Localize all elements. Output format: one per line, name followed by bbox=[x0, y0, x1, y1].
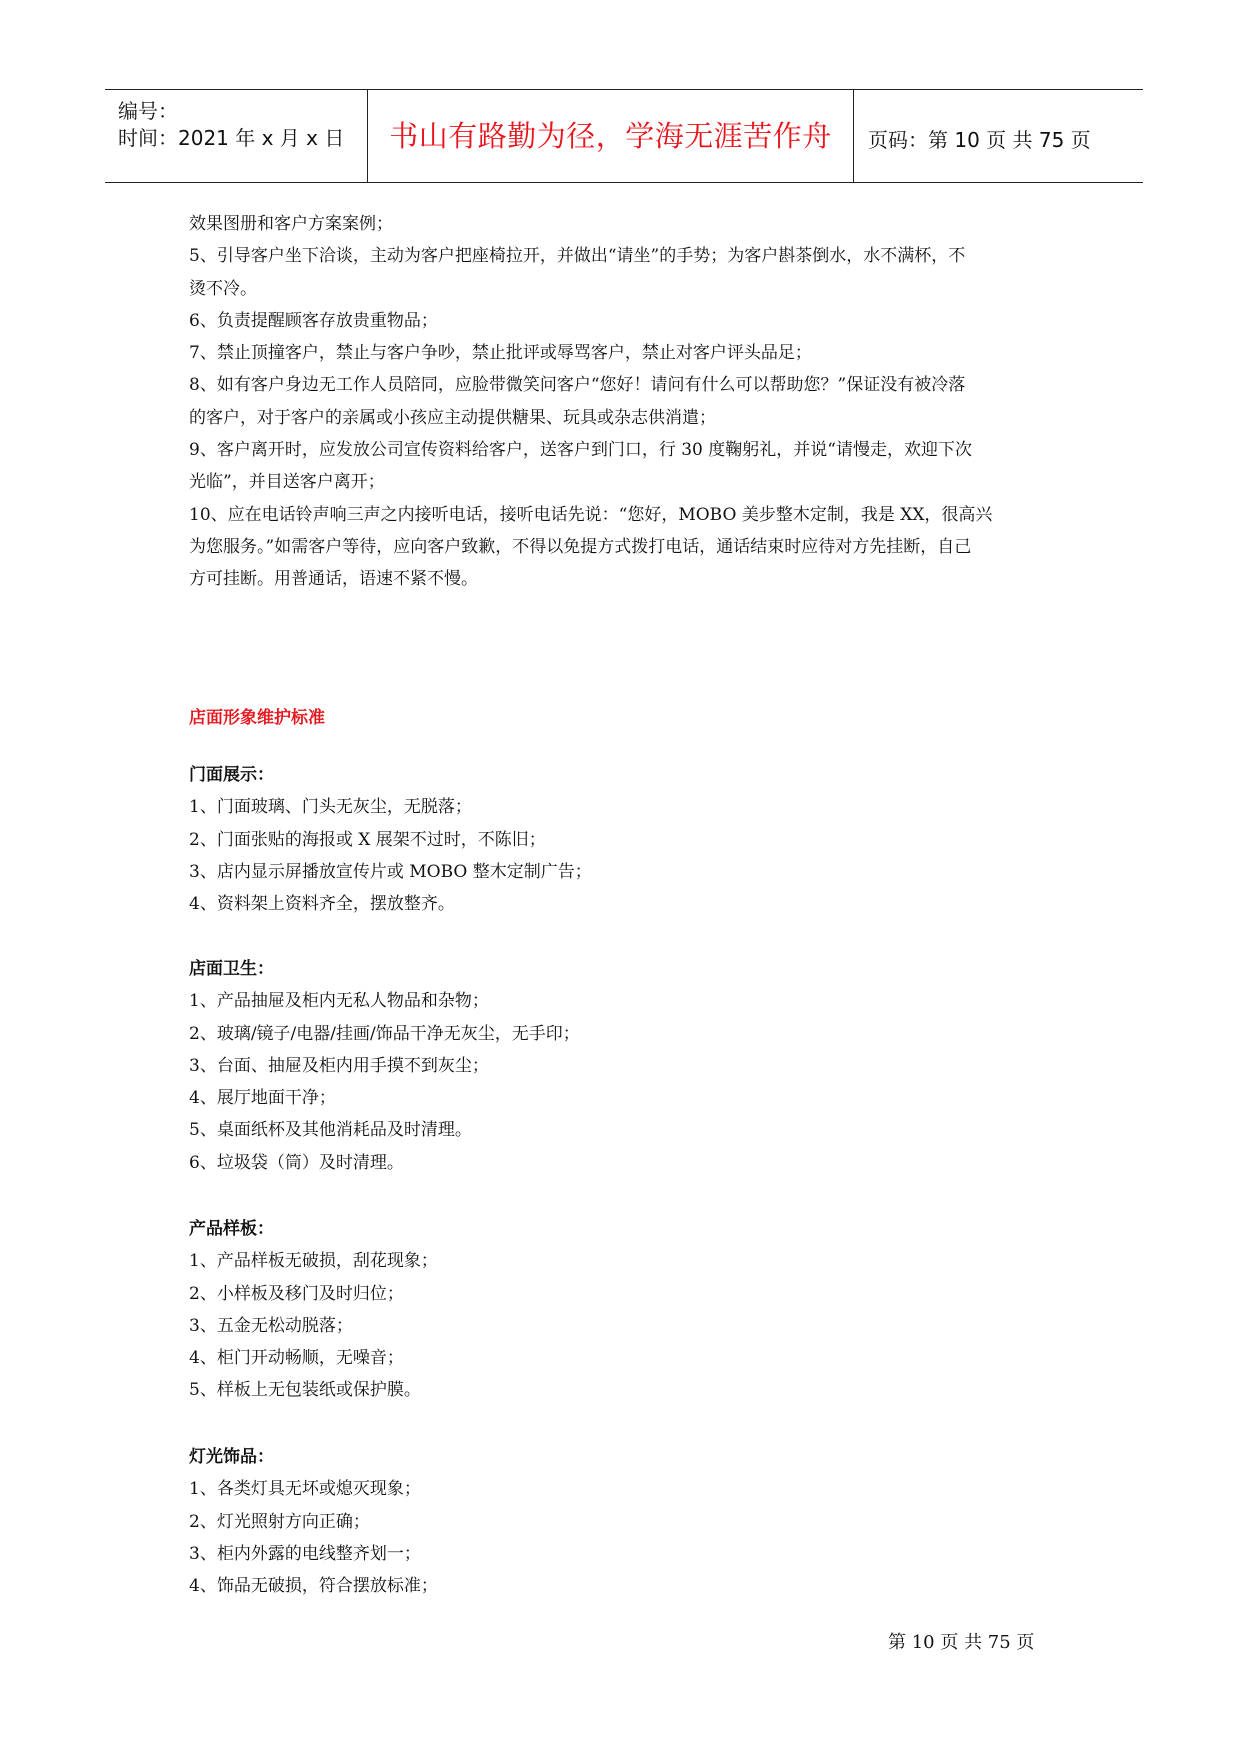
list-item: 2、灯光照射方向正确； bbox=[189, 1511, 370, 1532]
list-item: 2、玻璃/镜子/电器/挂画/饰品干净无灰尘，无手印； bbox=[189, 1023, 580, 1044]
list-item: 4、展厅地面干净； bbox=[189, 1088, 336, 1109]
header-motto: 书山有路勤为径，学海无涯苦作舟 bbox=[389, 119, 832, 153]
document-time-label: 时间：2021 年 x 月 x 日 bbox=[118, 126, 345, 150]
page-header bbox=[105, 89, 1143, 183]
section-title: 产品样板： bbox=[189, 1219, 274, 1239]
section-lighting bbox=[189, 1441, 1059, 1602]
list-item: 5、样板上无包装纸或保护膜。 bbox=[189, 1380, 421, 1401]
text-line: 烫不冷。 bbox=[189, 278, 257, 299]
text-line: 光临”，并目送客户离开； bbox=[189, 472, 385, 493]
text-line: 7、禁止顶撞客户，禁止与客户争吵，禁止批评或辱骂客户，禁止对客户评头品足； bbox=[189, 343, 812, 364]
list-item: 4、柜门开动畅顺，无噪音； bbox=[189, 1348, 404, 1369]
text-line: 10、应在电话铃声响三声之内接听电话，接听电话先说：“您好，MOBO 美步整木定制，我是 XX，很高兴 bbox=[189, 504, 993, 525]
list-item: 3、台面、抽屉及柜内用手摸不到灰尘； bbox=[189, 1055, 489, 1076]
section-samples bbox=[189, 1213, 1059, 1407]
list-item: 3、柜内外露的电线整齐划一； bbox=[189, 1543, 421, 1564]
text-line: 效果图册和客户方案案例； bbox=[189, 214, 393, 234]
header-page-cell bbox=[854, 90, 1143, 182]
page-footer: 第 10 页 共 75 页 bbox=[888, 1632, 1035, 1653]
list-item: 1、产品样板无破损，刮花现象； bbox=[189, 1251, 438, 1272]
section-heading: 店面形象维护标准 bbox=[189, 708, 325, 728]
list-item: 1、门面玻璃、门头无灰尘，无脱落； bbox=[189, 797, 472, 818]
header-meta-cell bbox=[105, 90, 368, 182]
text-line: 5、引导客户坐下洽谈，主动为客户把座椅拉开，并做出“请坐”的手势；为客户斟茶倒水，水不满杯，不 bbox=[189, 246, 966, 267]
list-item: 3、五金无松动脱落； bbox=[189, 1315, 353, 1336]
text-line: 的客户，对于客户的亲属或小孩应主动提供糖果、玩具或杂志供消遣； bbox=[189, 407, 716, 428]
list-item: 3、店内显示屏播放宣传片或 MOBO 整木定制广告； bbox=[189, 861, 592, 882]
list-item: 1、各类灯具无坏或熄灭现象； bbox=[189, 1479, 421, 1500]
intro-paragraphs bbox=[189, 208, 1059, 596]
list-item: 2、门面张贴的海报或 X 展架不过时，不陈旧； bbox=[189, 829, 546, 850]
header-motto-cell bbox=[368, 90, 854, 182]
section-title: 店面卫生： bbox=[189, 959, 274, 979]
text-line: 方可挂断。用普通话，语速不紧不慢。 bbox=[189, 569, 478, 590]
document-number-label: 编号： bbox=[118, 99, 178, 123]
text-line: 8、如有客户身边无工作人员陪同，应脸带微笑问客户“您好！请问有什么可以帮助您？”保证没有被冷落 bbox=[189, 375, 966, 396]
section-storefront bbox=[189, 759, 1059, 920]
section-title: 门面展示： bbox=[189, 765, 274, 785]
list-item: 4、资料架上资料齐全，摆放整齐。 bbox=[189, 894, 455, 915]
text-line: 6、负责提醒顾客存放贵重物品； bbox=[189, 310, 438, 331]
list-item: 2、小样板及移门及时归位； bbox=[189, 1283, 404, 1304]
text-line: 9、客户离开时，应发放公司宣传资料给客户，送客户到门口，行 30 度鞠躬礼，并说“请慢走，欢迎下次 bbox=[189, 440, 972, 461]
header-page-code: 页码：第 10 页 共 75 页 bbox=[868, 128, 1091, 152]
list-item: 1、产品抽屉及柜内无私人物品和杂物； bbox=[189, 991, 489, 1012]
list-item: 5、桌面纸杯及其他消耗品及时清理。 bbox=[189, 1120, 472, 1141]
list-item: 6、垃圾袋（筒）及时清理。 bbox=[189, 1152, 404, 1173]
section-hygiene bbox=[189, 953, 1059, 1179]
text-line: 为您服务。”如需客户等待，应向客户致歉，不得以免提方式拨打电话，通话结束时应待对方先挂断，自己 bbox=[189, 536, 972, 557]
list-item: 4、饰品无破损，符合摆放标准； bbox=[189, 1576, 438, 1597]
section-title: 灯光饰品： bbox=[189, 1447, 274, 1467]
